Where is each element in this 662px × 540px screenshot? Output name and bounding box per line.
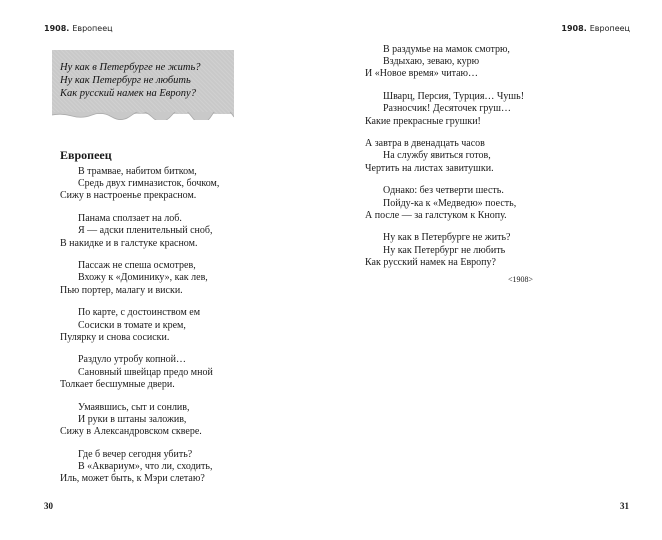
running-head-year: 1908.	[44, 24, 70, 33]
poem-text	[60, 166, 219, 496]
stanza	[60, 260, 219, 297]
poem-line: Шварц, Персия, Турция… Чушь!	[383, 91, 525, 103]
epigraph-box	[52, 50, 234, 114]
poem-line: Вхожу к «Доминику», как лев,	[78, 272, 208, 284]
running-head-title: Европеец	[589, 24, 630, 33]
poem-line: Пью портер, малагу и виски.	[60, 284, 183, 296]
poem-line: По карте, с достоинством ем	[78, 307, 201, 319]
poem-line: Сосиски в томате и крем,	[78, 319, 186, 331]
running-head-title: Европеец	[72, 24, 113, 33]
poem-line: Средь двух гимназисток, бочком,	[78, 178, 220, 190]
poem-line: Как русский намек на Европу?	[365, 256, 496, 268]
stanza	[365, 185, 524, 222]
poem-line: И руки в штаны заложив,	[78, 413, 187, 425]
page-number: 31	[620, 501, 629, 511]
poem-title: Европеец	[60, 148, 112, 162]
poem-line: Ну как Петербург не любить	[383, 244, 506, 256]
poem-line: Пассаж не спеша осмотрев,	[78, 260, 196, 272]
poem-text	[365, 44, 524, 280]
poem-line: В раздумье на мамок смотрю,	[383, 44, 510, 55]
poem-line: А завтра в двенадцать часов	[365, 138, 485, 150]
poem-line: Разносчик! Десяточек груш…	[383, 103, 512, 115]
stanza	[60, 354, 219, 391]
poem-line: На службу явиться готов,	[383, 150, 491, 162]
poem-line: Сановный швейцар предо мной	[78, 366, 213, 378]
running-head	[44, 24, 113, 33]
poem-line: Какие прекрасные грушки!	[365, 115, 481, 127]
poem-line: И «Новое время» читаю…	[365, 68, 479, 80]
stanza	[60, 166, 219, 203]
poem-line: Сижу в настроенье прекрасном.	[60, 190, 197, 202]
stanza	[60, 402, 219, 439]
page-number: 30	[44, 501, 53, 511]
epigraph-line: Как русский намек на Европу?	[60, 88, 196, 99]
running-head-year: 1908.	[561, 24, 587, 33]
poem-line: Однако: без четверти шесть.	[383, 185, 504, 197]
poem-line: Ну как в Петербурге не жить?	[383, 232, 511, 244]
stanza	[365, 91, 524, 128]
poem-line: Пойду-ка к «Медведю» поесть,	[383, 197, 517, 209]
poem-line: В накидке и в галстуке красном.	[60, 237, 198, 249]
epigraph-line: Ну как в Петербурге не жить?	[60, 62, 201, 73]
stanza	[60, 213, 219, 250]
poem-line: Умаявшись, сыт и сонлив,	[78, 401, 190, 413]
stanza	[60, 449, 219, 486]
poem-line: Панама сползает на лоб.	[78, 213, 182, 225]
poem-line: А после — за галстуком к Кнопу.	[365, 209, 507, 221]
poem-date: <1908>	[508, 275, 534, 284]
poem-line: Чертить на листах завитушки.	[365, 162, 494, 174]
epigraph-line: Ну как Петербург не любить	[60, 75, 191, 86]
stanza	[365, 232, 524, 269]
stanza	[365, 138, 524, 175]
stanza	[60, 307, 219, 344]
poem-line: Вздыхаю, зеваю, курю	[383, 56, 480, 68]
poem-line: Пулярку и снова сосиски.	[60, 331, 170, 343]
poem-line: Раздуло утробу копной…	[78, 354, 187, 366]
poem-line: Я — адски пленительный сноб,	[78, 225, 213, 237]
poem-line: Иль, может быть, к Мэри слетаю?	[60, 473, 205, 485]
poem-line: Толкает бесшумные двери.	[60, 378, 175, 390]
right-page	[331, 0, 662, 540]
poem-line: В «Аквариум», что ли, сходить,	[78, 460, 213, 472]
torn-edge	[52, 112, 234, 120]
poem-line: Где б вечер сегодня убить?	[78, 448, 193, 460]
poem-line: В трамвае, набитом битком,	[78, 166, 197, 177]
running-head	[561, 24, 630, 33]
stanza	[365, 44, 524, 81]
poem-line: Сижу в Александровском сквере.	[60, 425, 202, 437]
epigraph-text	[60, 61, 201, 100]
